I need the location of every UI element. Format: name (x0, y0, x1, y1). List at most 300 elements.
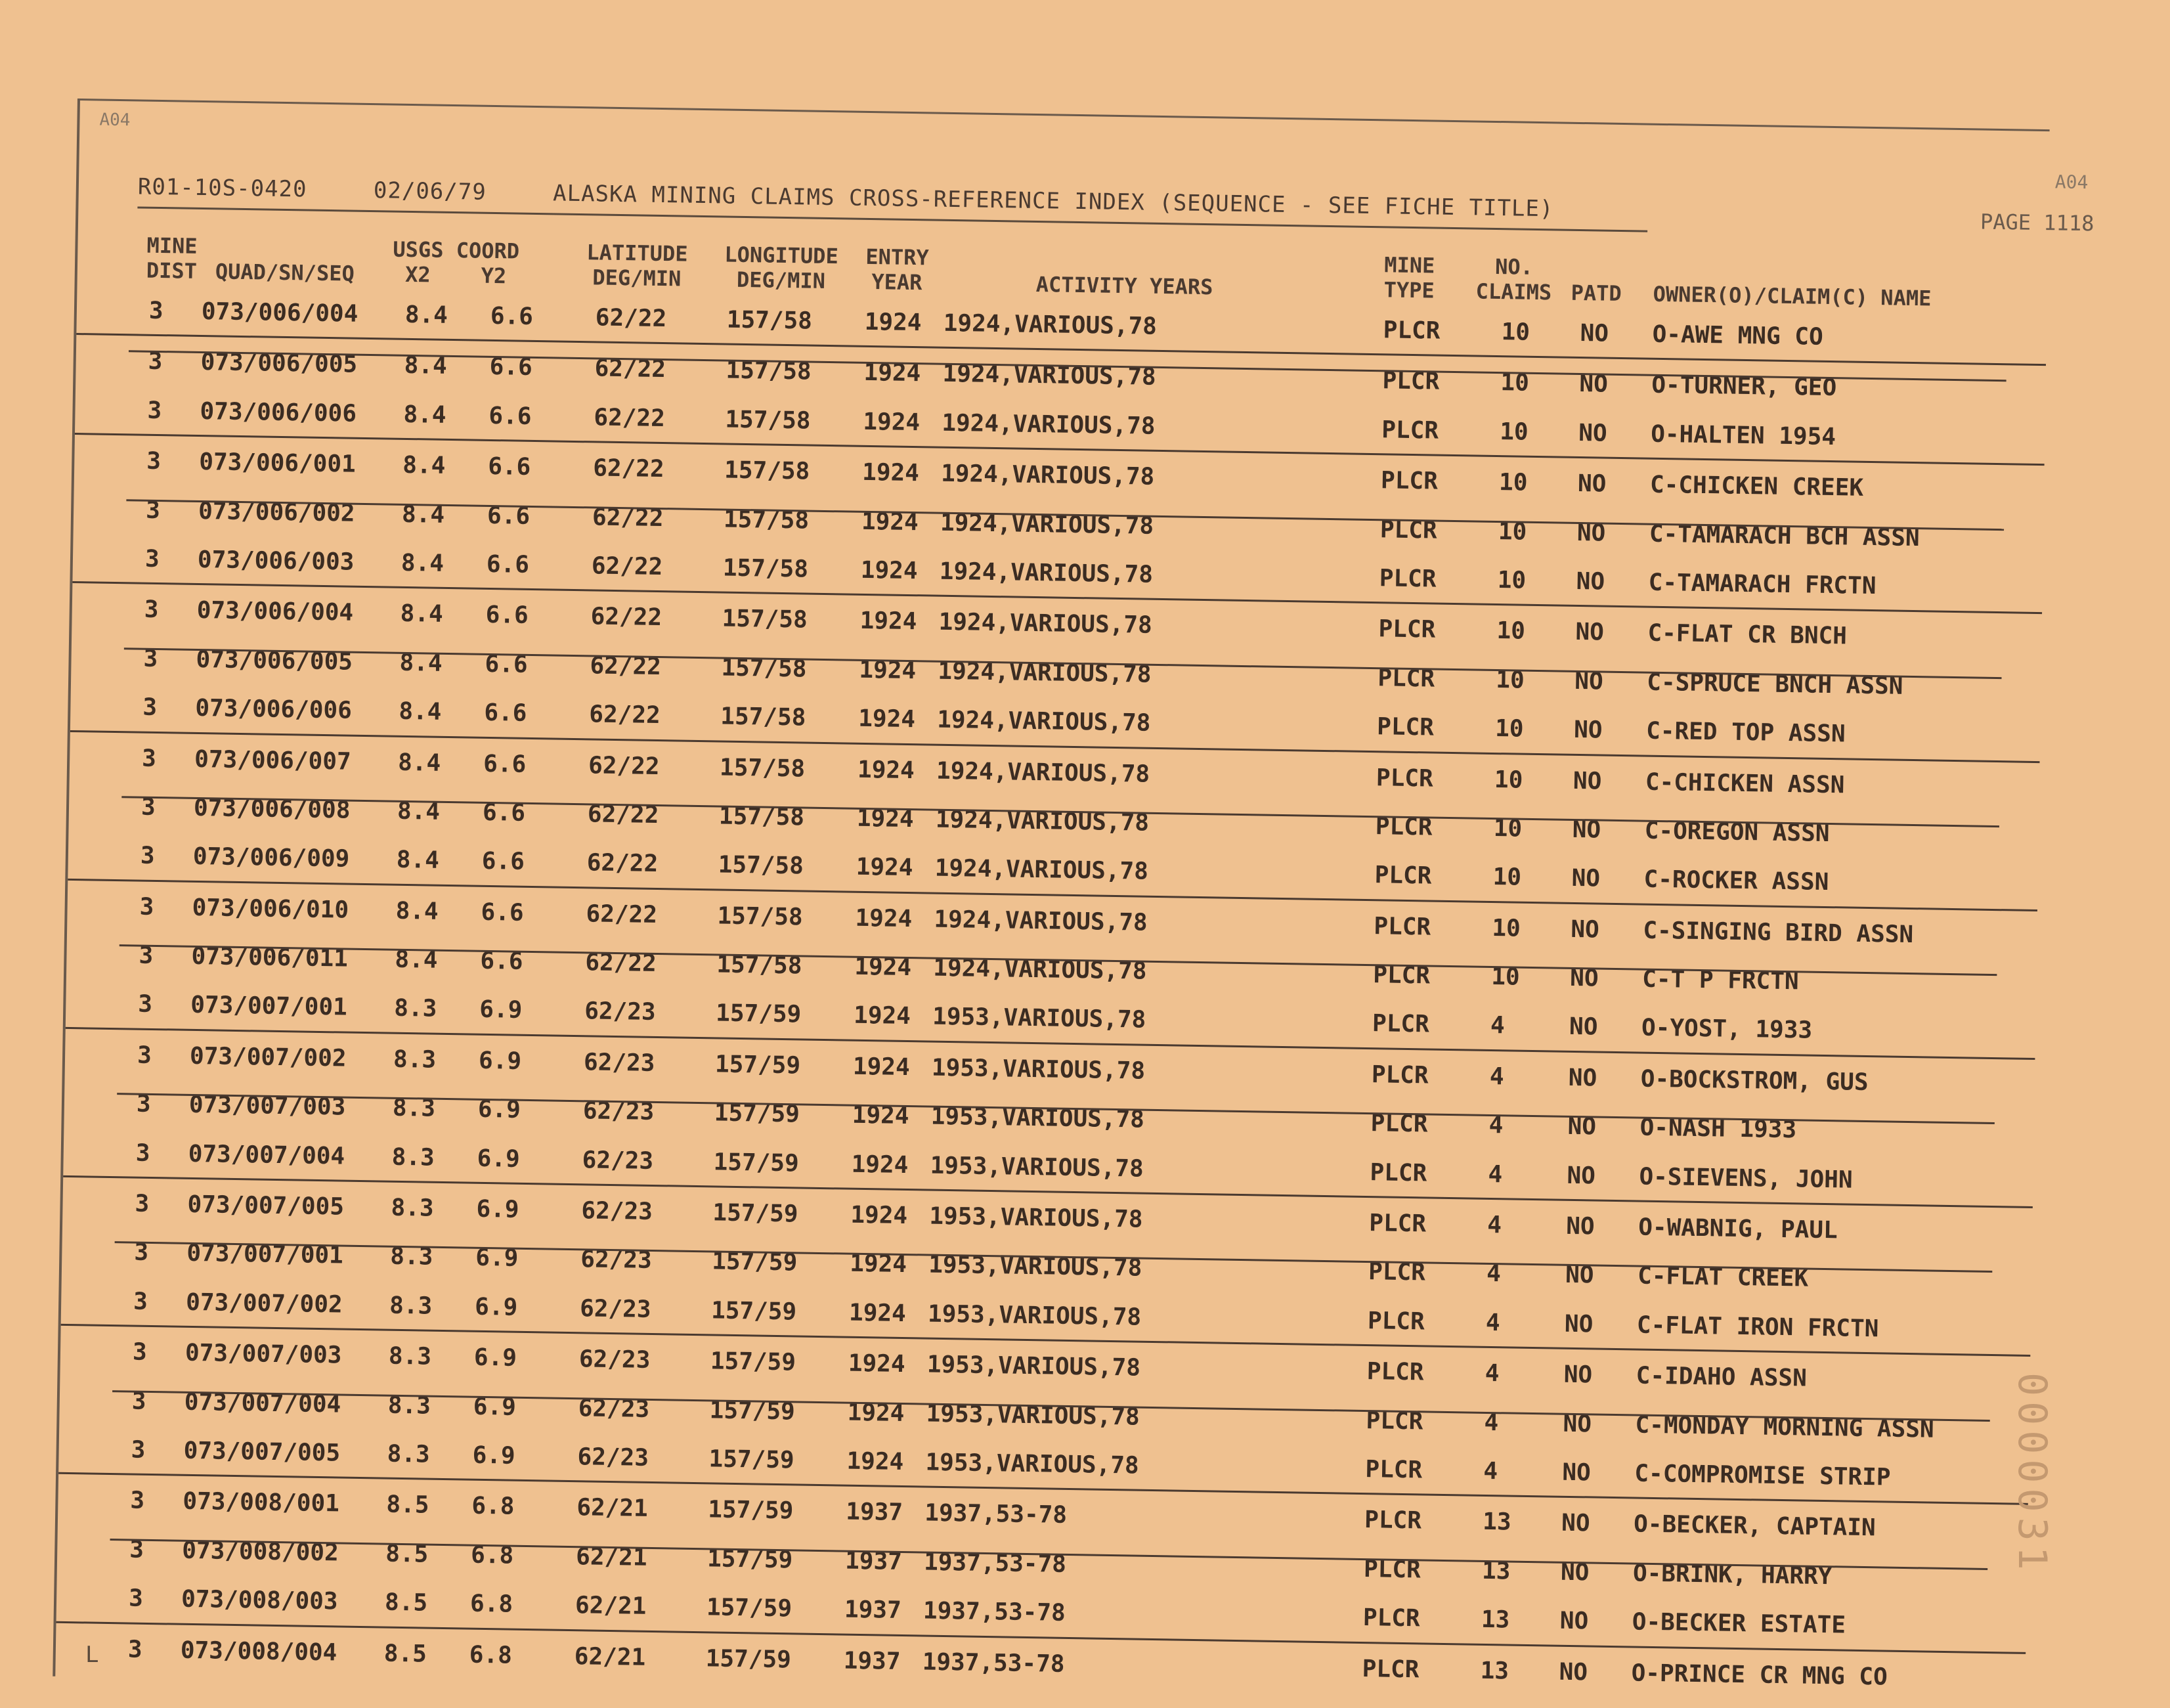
row-entry-year: 1924 (853, 1002, 911, 1030)
row-usgs-x2: 8.5 (386, 1491, 429, 1520)
row-mine-type: PLCR (1366, 1407, 1423, 1435)
row-no-claims: 4 (1488, 1160, 1503, 1188)
row-usgs-x2: 8.3 (393, 1045, 437, 1074)
row-mine-dist: 3 (134, 1238, 149, 1267)
row-longitude: 157/58 (718, 851, 804, 880)
row-latitude: 62/23 (584, 997, 656, 1026)
row-patd: NO (1560, 1558, 1590, 1587)
row-owner-claim-name: O-BECKER ESTATE (1632, 1608, 1846, 1639)
row-mine-dist: 3 (131, 1388, 146, 1415)
row-entry-year: 1924 (852, 1053, 911, 1081)
row-activity-years: 1953,VARIOUS,78 (926, 1351, 1141, 1382)
row-usgs-x2: 8.3 (392, 1094, 436, 1122)
row-usgs-y2: 6.9 (474, 1293, 518, 1321)
row-patd: NO (1572, 816, 1601, 844)
row-quad-sn-seq: 073/006/001 (199, 449, 357, 478)
row-mine-type: PLCR (1371, 1061, 1429, 1089)
corner-mark: L (85, 1642, 99, 1668)
row-usgs-y2: 6.8 (469, 1641, 513, 1669)
row-mine-dist: 3 (135, 1190, 150, 1217)
col-patd: PATD (1571, 280, 1622, 306)
row-quad-sn-seq: 073/007/002 (189, 1042, 347, 1072)
row-longitude: 157/59 (713, 1149, 800, 1177)
row-activity-years: 1924,VARIOUS,78 (942, 361, 1156, 391)
row-no-claims: 4 (1486, 1260, 1502, 1288)
row-entry-year: 1924 (860, 556, 918, 585)
row-mine-type: PLCR (1362, 1655, 1420, 1683)
row-usgs-y2: 6.9 (476, 1195, 519, 1223)
row-usgs-x2: 8.5 (383, 1640, 427, 1668)
row-mine-type: PLCR (1374, 862, 1432, 890)
row-owner-claim-name: O-PRINCE CR MNG CO (1631, 1659, 1888, 1691)
row-owner-claim-name: O-TURNER, GEO (1651, 372, 1837, 402)
row-no-claims: 10 (1494, 715, 1524, 743)
row-activity-years: 1937,53-78 (923, 1548, 1067, 1578)
row-longitude: 157/58 (716, 951, 802, 980)
row-usgs-x2: 8.4 (401, 549, 445, 577)
row-usgs-y2: 6.6 (487, 502, 531, 530)
row-patd: NO (1575, 619, 1605, 646)
row-latitude: 62/22 (592, 454, 664, 483)
row-quad-sn-seq: 073/007/001 (186, 1240, 344, 1269)
row-entry-year: 1924 (856, 804, 914, 833)
row-usgs-x2: 8.3 (391, 1194, 434, 1222)
row-entry-year: 1937 (846, 1499, 903, 1527)
row-latitude: 62/22 (590, 652, 662, 680)
row-entry-year: 1924 (855, 904, 913, 932)
fiche-sheet (53, 99, 2094, 1707)
row-usgs-y2: 6.6 (488, 402, 532, 430)
row-patd: NO (1571, 915, 1600, 944)
row-latitude: 62/23 (583, 1049, 655, 1077)
row-latitude: 62/23 (579, 1295, 651, 1323)
row-no-claims: 13 (1482, 1508, 1511, 1536)
row-quad-sn-seq: 073/007/002 (185, 1288, 343, 1319)
row-owner-claim-name: C-MONDAY MORNING ASSN (1635, 1411, 1934, 1443)
row-longitude: 157/58 (718, 802, 805, 831)
row-latitude: 62/23 (581, 1197, 653, 1225)
row-no-claims: 10 (1490, 963, 1520, 991)
row-longitude: 157/58 (724, 456, 810, 485)
row-quad-sn-seq: 073/006/008 (193, 794, 351, 824)
row-entry-year: 1924 (859, 607, 917, 636)
row-quad-sn-seq: 073/006/003 (197, 546, 355, 576)
row-mine-type: PLCR (1367, 1307, 1425, 1336)
row-activity-years: 1953,VARIOUS,78 (926, 1400, 1140, 1431)
row-no-claims: 4 (1483, 1457, 1498, 1485)
col-owner-claim-name: OWNER(O)/CLAIM(C) NAME (1653, 281, 1932, 311)
row-owner-claim-name: C-CHICKEN CREEK (1649, 471, 1864, 502)
row-no-claims: 10 (1497, 567, 1527, 594)
page-number: PAGE 1118 (1980, 209, 2094, 236)
row-longitude: 157/58 (723, 506, 810, 535)
row-usgs-y2: 6.9 (479, 996, 523, 1024)
row-owner-claim-name: O-NASH 1933 (1639, 1114, 1797, 1144)
row-entry-year: 1924 (849, 1250, 907, 1279)
row-no-claims: 10 (1499, 418, 1529, 446)
row-mine-dist: 3 (139, 942, 154, 970)
row-usgs-x2: 8.3 (393, 995, 437, 1023)
row-no-claims: 10 (1492, 914, 1521, 942)
row-activity-years: 1924,VARIOUS,78 (934, 854, 1149, 886)
col-entry-year: ENTRY YEAR (865, 244, 929, 296)
row-mine-dist: 3 (145, 496, 161, 524)
row-activity-years: 1953,VARIOUS,78 (930, 1152, 1144, 1183)
row-usgs-x2: 8.4 (397, 797, 441, 825)
row-usgs-y2: 6.9 (478, 1047, 522, 1075)
row-mine-dist: 3 (127, 1636, 142, 1663)
row-mine-dist: 3 (137, 1041, 152, 1069)
row-mine-dist: 3 (132, 1338, 148, 1367)
row-patd: NO (1569, 1013, 1598, 1041)
row-longitude: 157/59 (705, 1644, 792, 1673)
row-owner-claim-name: O-SIEVENS, JOHN (1639, 1163, 1853, 1194)
row-longitude: 157/59 (709, 1396, 796, 1426)
row-no-claims: 4 (1490, 1012, 1506, 1040)
row-quad-sn-seq: 073/007/005 (187, 1191, 345, 1221)
row-activity-years: 1924,VARIOUS,78 (942, 409, 1156, 440)
row-patd: NO (1564, 1310, 1594, 1338)
row-latitude: 62/22 (587, 800, 659, 829)
row-mine-dist: 3 (141, 745, 157, 772)
row-entry-year: 1924 (851, 1150, 909, 1179)
row-mine-type: PLCR (1383, 317, 1441, 345)
row-longitude: 157/59 (708, 1496, 794, 1525)
row-usgs-x2: 8.4 (402, 452, 446, 480)
row-entry-year: 1937 (843, 1647, 901, 1675)
row-mine-type: PLCR (1365, 1456, 1423, 1484)
row-owner-claim-name: C-TAMARACH FRCTN (1648, 569, 1877, 600)
row-usgs-x2: 8.4 (404, 301, 448, 329)
row-owner-claim-name: C-SPRUCE BNCH ASSN (1647, 668, 1903, 700)
row-owner-claim-name: C-SINGING BIRD ASSN (1643, 917, 1914, 948)
row-no-claims: 10 (1498, 517, 1527, 546)
row-longitude: 157/58 (725, 406, 811, 435)
row-longitude: 157/58 (726, 357, 812, 385)
row-patd: NO (1567, 1113, 1597, 1141)
row-longitude: 157/59 (706, 1594, 792, 1623)
row-patd: NO (1565, 1261, 1594, 1289)
row-patd: NO (1579, 370, 1609, 399)
row-usgs-x2: 8.4 (396, 846, 440, 875)
row-usgs-y2: 6.8 (469, 1590, 513, 1618)
row-entry-year: 1924 (863, 359, 921, 387)
row-mine-type: PLCR (1382, 367, 1440, 396)
row-no-claims: 10 (1493, 814, 1523, 843)
row-usgs-y2: 6.6 (484, 699, 527, 727)
row-longitude: 157/59 (714, 1099, 800, 1128)
row-mine-type: PLCR (1372, 1010, 1430, 1038)
row-usgs-y2: 6.9 (472, 1441, 515, 1470)
row-usgs-x2: 8.4 (401, 500, 445, 529)
row-activity-years: 1924,VARIOUS,78 (943, 309, 1158, 340)
row-latitude: 62/21 (576, 1494, 649, 1523)
row-entry-year: 1924 (846, 1447, 904, 1476)
row-mine-type: PLCR (1370, 1158, 1427, 1187)
row-usgs-y2: 6.6 (482, 799, 526, 827)
report-header (138, 173, 1607, 223)
row-mine-type: PLCR (1379, 565, 1437, 593)
row-activity-years: 1953,VARIOUS,78 (930, 1103, 1145, 1133)
row-mine-type: PLCR (1364, 1506, 1422, 1535)
row-activity-years: 1953,VARIOUS,78 (931, 1054, 1146, 1085)
row-longitude: 157/58 (722, 554, 809, 583)
row-activity-years: 1953,VARIOUS,78 (932, 1003, 1146, 1034)
row-latitude: 62/22 (586, 900, 658, 929)
row-usgs-y2: 6.9 (473, 1344, 517, 1372)
col-activity-years: ACTIVITY YEARS (1035, 271, 1213, 300)
row-usgs-y2: 6.6 (485, 650, 528, 678)
row-mine-dist: 3 (147, 397, 162, 424)
row-usgs-x2: 8.4 (403, 401, 446, 429)
row-latitude: 62/21 (575, 1592, 647, 1621)
row-owner-claim-name: O-AWE MNG CO (1652, 320, 1824, 351)
row-quad-sn-seq: 073/006/009 (192, 843, 350, 873)
row-activity-years: 1953,VARIOUS,78 (927, 1300, 1142, 1331)
row-no-claims: 13 (1481, 1606, 1510, 1634)
row-entry-year: 1924 (864, 308, 922, 337)
row-latitude: 62/23 (580, 1246, 653, 1275)
row-entry-year: 1924 (857, 705, 916, 734)
row-activity-years: 1937,53-78 (924, 1499, 1068, 1529)
row-quad-sn-seq: 073/006/002 (198, 497, 355, 527)
row-owner-claim-name: C-TAMARACH BCH ASSN (1649, 520, 1920, 552)
row-usgs-y2: 6.6 (486, 550, 530, 579)
row-patd: NO (1574, 667, 1604, 695)
col-mine-dist: MINE DIST (146, 232, 198, 284)
row-quad-sn-seq: 073/006/010 (192, 894, 349, 924)
row-activity-years: 1937,53-78 (922, 1648, 1065, 1678)
col-quad: QUAD/SN/SEQ (215, 259, 355, 286)
row-quad-sn-seq: 073/007/005 (183, 1437, 341, 1467)
row-longitude: 157/58 (721, 654, 807, 683)
row-usgs-y2: 6.6 (485, 602, 529, 630)
row-mine-dist: 3 (130, 1487, 145, 1515)
row-entry-year: 1924 (857, 756, 915, 784)
row-usgs-y2: 6.6 (487, 453, 531, 481)
row-entry-year: 1924 (847, 1399, 905, 1427)
row-entry-year: 1924 (861, 459, 920, 487)
row-mine-type: PLCR (1381, 416, 1439, 445)
row-entry-year: 1924 (854, 953, 912, 982)
row-patd: NO (1576, 567, 1605, 596)
row-mine-dist: 3 (138, 991, 153, 1018)
row-no-claims: 10 (1496, 617, 1526, 646)
row-owner-claim-name: C-COMPROMISE STRIP (1634, 1460, 1891, 1491)
row-usgs-y2: 6.6 (490, 302, 534, 330)
report-id: R01-10S-0420 (137, 173, 307, 203)
row-mine-dist: 3 (146, 447, 162, 475)
row-quad-sn-seq: 073/006/011 (191, 942, 349, 973)
row-quad-sn-seq: 073/007/001 (190, 992, 348, 1022)
fiche-tag-right: A04 (2054, 171, 2089, 194)
row-usgs-y2: 6.6 (483, 750, 527, 778)
row-patd: NO (1569, 964, 1599, 992)
row-longitude: 157/59 (708, 1445, 794, 1474)
row-latitude: 62/22 (592, 503, 664, 532)
row-usgs-y2: 6.6 (489, 353, 533, 382)
margin-frame-number: 0000031 (2009, 1372, 2055, 1575)
row-owner-claim-name: C-OREGON ASSN (1644, 817, 1830, 847)
row-quad-sn-seq: 073/008/003 (181, 1585, 338, 1615)
row-patd: NO (1573, 767, 1602, 795)
row-mine-dist: 3 (144, 545, 160, 573)
col-latitude: LATITUDE DEG/MIN (586, 240, 688, 292)
row-activity-years: 1924,VARIOUS,78 (934, 906, 1148, 936)
row-patd: NO (1578, 419, 1607, 447)
row-longitude: 157/58 (717, 902, 803, 931)
row-latitude: 62/22 (588, 751, 660, 780)
row-mine-type: PLCR (1380, 467, 1439, 495)
row-patd: NO (1562, 1458, 1592, 1487)
row-quad-sn-seq: 073/006/004 (196, 597, 354, 627)
row-patd: NO (1576, 519, 1606, 547)
row-longitude: 157/59 (706, 1545, 793, 1574)
row-mine-type: PLCR (1370, 1110, 1428, 1138)
row-no-claims: 10 (1500, 369, 1530, 397)
row-quad-sn-seq: 073/006/004 (201, 298, 358, 328)
row-usgs-x2: 8.5 (385, 1540, 429, 1568)
row-longitude: 157/59 (712, 1199, 798, 1228)
row-quad-sn-seq: 073/007/003 (188, 1091, 346, 1121)
row-owner-claim-name: C-T P FRCTN (1641, 965, 1799, 996)
row-usgs-y2: 6.6 (481, 898, 524, 927)
row-entry-year: 1924 (861, 508, 919, 536)
row-activity-years: 1924,VARIOUS,78 (940, 509, 1154, 540)
row-owner-claim-name: C-FLAT CREEK (1637, 1262, 1809, 1293)
row-owner-claim-name: O-WABNIG, PAUL (1638, 1214, 1838, 1244)
row-mine-type: PLCR (1362, 1604, 1420, 1632)
row-usgs-x2: 8.4 (395, 946, 438, 974)
row-mine-type: PLCR (1374, 912, 1431, 941)
row-mine-dist: 3 (140, 842, 155, 870)
row-usgs-x2: 8.3 (388, 1342, 432, 1370)
row-latitude: 62/21 (574, 1642, 646, 1671)
row-usgs-x2: 8.4 (404, 352, 448, 380)
row-mine-dist: 3 (129, 1536, 144, 1564)
row-usgs-x2: 8.4 (397, 749, 441, 777)
row-longitude: 157/59 (711, 1248, 798, 1277)
row-latitude: 62/22 (595, 304, 667, 333)
row-mine-type: PLCR (1363, 1555, 1421, 1584)
row-quad-sn-seq: 073/006/005 (196, 646, 353, 676)
row-entry-year: 1924 (859, 656, 917, 684)
row-patd: NO (1565, 1212, 1595, 1240)
row-mine-type: PLCR (1369, 1210, 1427, 1238)
row-owner-claim-name: O-BOCKSTROM, GUS (1640, 1065, 1869, 1096)
row-longitude: 157/59 (710, 1347, 796, 1376)
row-latitude: 62/22 (594, 404, 666, 432)
row-mine-dist: 3 (142, 693, 158, 722)
row-activity-years: 1924,VARIOUS,78 (933, 954, 1147, 985)
row-mine-dist: 3 (148, 348, 163, 376)
row-usgs-x2: 8.3 (391, 1143, 435, 1172)
row-activity-years: 1937,53-78 (922, 1597, 1066, 1627)
fiche-tag-left: A04 (99, 110, 131, 131)
row-quad-sn-seq: 073/008/001 (183, 1488, 340, 1518)
row-latitude: 62/22 (594, 355, 666, 383)
row-quad-sn-seq: 073/006/007 (194, 745, 351, 776)
row-patd: NO (1563, 1410, 1592, 1438)
row-no-claims: 10 (1492, 864, 1522, 891)
row-usgs-y2: 6.9 (473, 1393, 517, 1421)
row-latitude: 62/22 (590, 603, 662, 632)
row-mine-type: PLCR (1375, 813, 1433, 841)
row-no-claims: 4 (1489, 1062, 1504, 1091)
row-entry-year: 1924 (848, 1299, 907, 1327)
row-mine-type: PLCR (1376, 764, 1434, 793)
row-patd: NO (1580, 319, 1609, 347)
row-owner-claim-name: O-HALTEN 1954 (1650, 420, 1836, 450)
row-activity-years: 1924,VARIOUS,78 (936, 706, 1151, 737)
row-owner-claim-name: C-FLAT IRON FRCTN (1636, 1311, 1879, 1343)
row-activity-years: 1924,VARIOUS,78 (938, 657, 1152, 688)
row-usgs-y2: 6.9 (475, 1244, 519, 1273)
row-usgs-x2: 8.4 (399, 697, 442, 726)
row-mine-dist: 3 (144, 596, 159, 624)
row-owner-claim-name: O-YOST, 1933 (1641, 1015, 1813, 1045)
row-owner-claim-name: O-BECKER, CAPTAIN (1633, 1510, 1876, 1542)
row-patd: NO (1567, 1162, 1596, 1190)
row-usgs-x2: 8.5 (384, 1588, 428, 1617)
row-latitude: 62/21 (575, 1543, 647, 1571)
row-usgs-x2: 8.3 (387, 1440, 430, 1468)
col-no-claims: NO. CLAIMS (1475, 253, 1552, 305)
row-patd: NO (1563, 1361, 1593, 1389)
row-mine-dist: 3 (131, 1436, 146, 1464)
row-mine-type: PLCR (1379, 515, 1437, 544)
row-longitude: 157/58 (720, 703, 806, 732)
row-usgs-x2: 8.3 (389, 1292, 433, 1320)
row-activity-years: 1953,VARIOUS,78 (925, 1449, 1139, 1479)
row-longitude: 157/59 (715, 999, 802, 1028)
row-mine-dist: 3 (135, 1139, 150, 1167)
row-no-claims: 4 (1485, 1360, 1500, 1388)
row-quad-sn-seq: 073/007/003 (184, 1340, 342, 1369)
row-activity-years: 1924,VARIOUS,78 (938, 609, 1153, 640)
row-patd: NO (1559, 1658, 1588, 1686)
row-longitude: 157/59 (714, 1051, 801, 1080)
row-owner-claim-name: C-FLAT CR BNCH (1647, 620, 1848, 650)
row-no-claims: 4 (1488, 1112, 1504, 1139)
row-no-claims: 10 (1494, 766, 1523, 794)
report-date: 02/06/79 (373, 177, 487, 206)
row-mine-dist: 3 (148, 297, 163, 325)
row-longitude: 157/58 (719, 754, 806, 783)
row-no-claims: 10 (1498, 469, 1528, 496)
row-mine-type: PLCR (1372, 961, 1431, 990)
row-patd: NO (1571, 865, 1601, 892)
row-mine-type: PLCR (1376, 713, 1435, 741)
row-quad-sn-seq: 073/006/005 (200, 349, 358, 379)
row-activity-years: 1924,VARIOUS,78 (936, 757, 1150, 788)
col-mine-type: MINE TYPE (1383, 252, 1435, 303)
row-latitude: 62/23 (578, 1346, 651, 1374)
row-latitude: 62/22 (586, 849, 659, 878)
row-latitude: 62/22 (589, 701, 661, 730)
row-patd: NO (1561, 1510, 1590, 1537)
row-latitude: 62/23 (582, 1097, 655, 1126)
row-no-claims: 4 (1485, 1309, 1500, 1337)
row-owner-claim-name: C-IDAHO ASSN (1636, 1362, 1808, 1392)
row-longitude: 157/59 (710, 1297, 797, 1326)
row-quad-sn-seq: 073/007/004 (184, 1388, 341, 1418)
row-no-claims: 13 (1480, 1657, 1509, 1685)
row-usgs-x2: 8.3 (390, 1243, 433, 1271)
row-usgs-x2: 8.3 (387, 1391, 431, 1420)
row-activity-years: 1924,VARIOUS,78 (939, 558, 1154, 588)
row-latitude: 62/22 (585, 949, 657, 978)
